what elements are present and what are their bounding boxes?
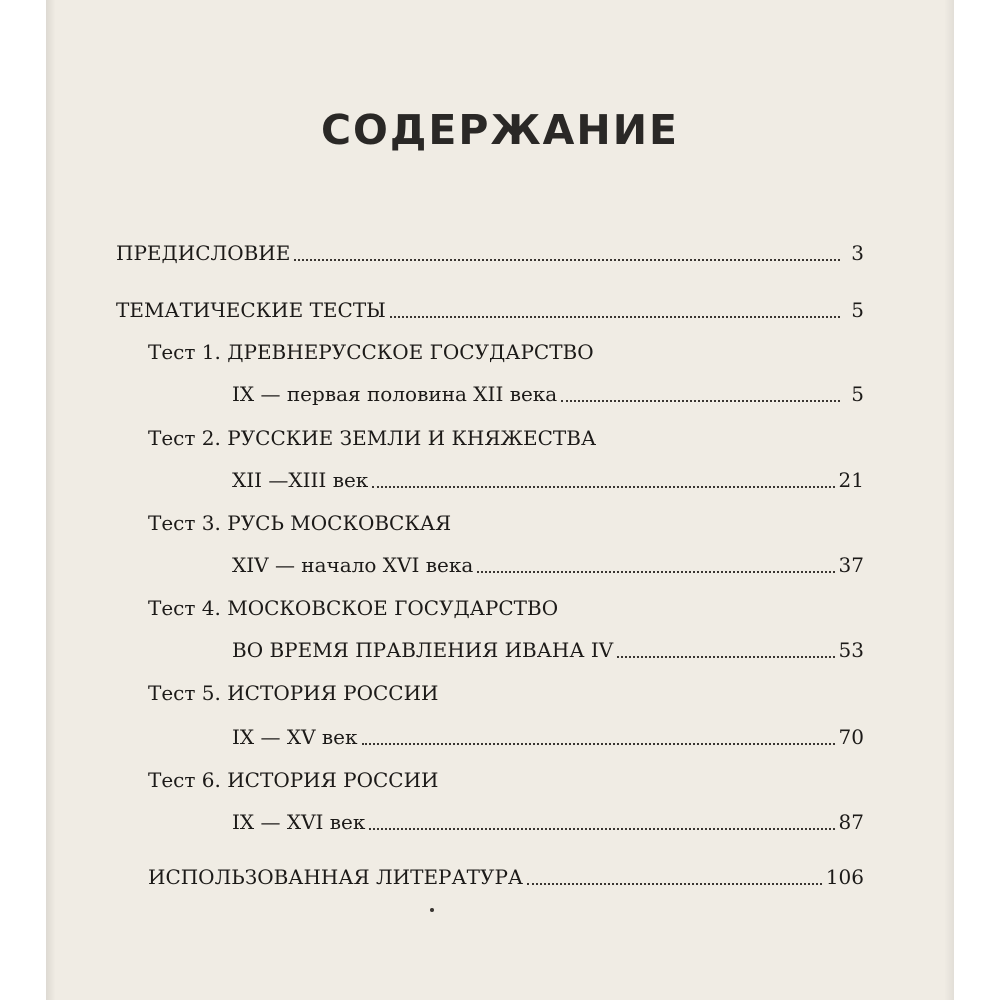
toc-label: ПРЕДИСЛОВИЕ [116, 241, 291, 265]
toc-page-number: 21 [838, 468, 864, 492]
toc-entry-literature [148, 850, 864, 890]
dot-leader [294, 259, 840, 261]
dot-leader [369, 828, 834, 830]
toc-entry-thematic-tests [116, 283, 864, 323]
ink-speck [430, 908, 434, 912]
toc-test-6-period-row [232, 795, 864, 835]
toc-page-number: 3 [851, 241, 864, 265]
toc-period: IX — XV век [232, 725, 358, 749]
toc-test-2-period-row [232, 453, 864, 493]
toc-page-number: 37 [838, 553, 864, 577]
toc-page-number: 5 [851, 382, 864, 406]
toc-page-number: 53 [838, 638, 864, 662]
dot-leader [372, 486, 834, 488]
dot-leader [561, 400, 840, 402]
toc-period: XIV — начало XVI века [232, 553, 474, 577]
toc-label: ИСПОЛЬЗОВАННАЯ ЛИТЕРАТУРА [148, 865, 524, 889]
toc-test-3-period-row [232, 538, 864, 578]
toc-test-5-title: Тест 5. ИСТОРИЯ РОССИИ [148, 681, 439, 705]
dot-leader [362, 743, 835, 745]
toc-period: XII —XIII век [232, 468, 369, 492]
toc-test-1-title: Тест 1. ДРЕВНЕРУССКОЕ ГОСУДАРСТВО [148, 340, 594, 364]
toc-test-4-period-row [232, 623, 864, 663]
toc-entry-preface [116, 226, 864, 266]
toc-period: ВО ВРЕМЯ ПРАВЛЕНИЯ ИВАНА IV [232, 638, 614, 662]
toc-page-number: 5 [851, 298, 864, 322]
dot-leader [617, 656, 834, 658]
toc-label: ТЕМАТИЧЕСКИЕ ТЕСТЫ [116, 298, 386, 322]
toc-page-number: 106 [825, 865, 864, 889]
toc-test-6-title: Тест 6. ИСТОРИЯ РОССИИ [148, 768, 439, 792]
dot-leader [527, 883, 822, 885]
toc-test-4-title: Тест 4. МОСКОВСКОЕ ГОСУДАРСТВО [148, 596, 559, 620]
dot-leader [390, 316, 840, 318]
toc-test-5-period-row [232, 710, 864, 750]
toc-test-1-period-row [232, 367, 864, 407]
page-title: СОДЕРЖАНИЕ [320, 106, 680, 154]
toc-test-3-title: Тест 3. РУСЬ МОСКОВСКАЯ [148, 511, 452, 535]
toc-test-2-title: Тест 2. РУССКИЕ ЗЕМЛИ И КНЯЖЕСТВА [148, 426, 597, 450]
toc-page-number: 70 [838, 725, 864, 749]
toc-period: IX — первая половина XII века [232, 382, 558, 406]
dot-leader [477, 571, 834, 573]
toc-period: IX — XVI век [232, 810, 366, 834]
toc-page-number: 87 [838, 810, 864, 834]
